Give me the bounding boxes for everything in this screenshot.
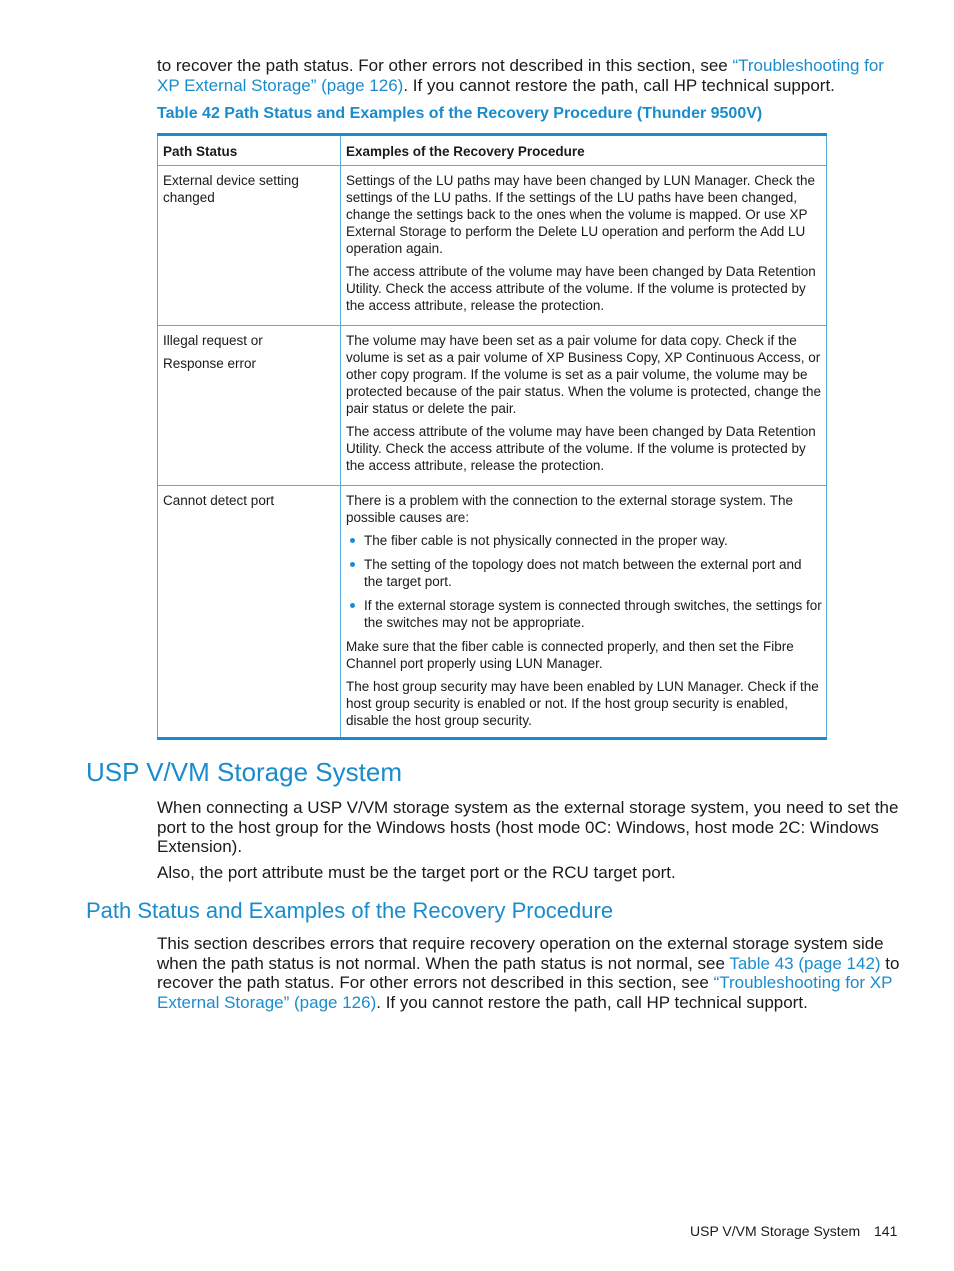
- intro-text-2: . If you cannot restore the path, call HP technical support.: [403, 75, 835, 95]
- recovery-paragraph: The access attribute of the volume may have been changed by Data Retention Utility. Check the access attribute of the volume. If the volume is protected by the access attribute, release the protection.: [346, 264, 816, 313]
- list-item: If the external storage system is connected through switches, the settings for the switches may not be appropriate.: [364, 598, 822, 630]
- table-row: [158, 166, 827, 326]
- intro-paragraph: [157, 56, 897, 95]
- path-status-text: Cannot detect port: [163, 493, 275, 508]
- troubleshooting-link[interactable]: “Troubleshooting for XP External Storage” (page 126): [157, 973, 893, 1012]
- troubleshooting-link[interactable]: “Troubleshooting for XP External Storage” (page 126): [157, 56, 884, 95]
- path-status-cell: [158, 166, 341, 326]
- table-caption: Table 42 Path Status and Examples of the Recovery Procedure (Thunder 9500V): [157, 105, 763, 122]
- path-status-text: Response error: [163, 356, 257, 371]
- subsection-text-1: This section describes errors that require recovery operation on the external storage system side when the path status is not normal. When the path status is not normal, see: [157, 934, 884, 973]
- column-header-recovery-procedure: Examples of the Recovery Procedure: [341, 135, 827, 166]
- subsection-text-2: to recover the path status. For other errors not described in this section, see: [157, 953, 900, 992]
- list-item: The fiber cable is not physically connected in the proper way.: [364, 532, 822, 549]
- path-status-text: Illegal request or: [163, 333, 263, 348]
- section-paragraph: When connecting a USP V/VM storage system as the external storage system, you need to set the port to the host group for the Windows hosts (host mode 0C: Windows, host mode 2C: Windows Extension).: [157, 798, 899, 856]
- path-status-text: External device setting changed: [163, 173, 299, 205]
- recovery-paragraph: There is a problem with the connection to the external storage system. The possible causes are:: [346, 493, 793, 525]
- path-status-table: [157, 133, 827, 740]
- column-header-path-status: Path Status: [158, 135, 341, 166]
- list-item: The setting of the topology does not match between the external port and the target port.: [364, 556, 822, 590]
- intro-text-1: to recover the path status. For other errors not described in this section, see: [157, 56, 733, 75]
- possible-causes-list: [346, 532, 822, 631]
- path-status-cell: [158, 326, 341, 486]
- page-number: 141: [874, 1223, 898, 1239]
- table-row: [158, 326, 827, 486]
- path-status-cell: [158, 486, 341, 739]
- subsection-text-3: . If you cannot restore the path, call HP technical support.: [376, 992, 808, 1012]
- footer-title: USP V/VM Storage System: [690, 1223, 861, 1239]
- recovery-procedure-cell: [341, 486, 827, 739]
- section-heading: USP V/VM Storage System: [86, 757, 402, 787]
- recovery-procedure-cell: [341, 326, 827, 486]
- subsection-paragraph: [157, 934, 902, 1012]
- recovery-procedure-cell: [341, 166, 827, 326]
- table-header-row: [158, 135, 827, 166]
- recovery-paragraph: Make sure that the fiber cable is connected properly, and then set the Fibre Channel port properly using LUN Manager.: [346, 639, 794, 671]
- table-row: [158, 486, 827, 739]
- table-43-link[interactable]: Table 43 (page 142): [729, 953, 881, 973]
- recovery-paragraph: Settings of the LU paths may have been changed by LUN Manager. Check the settings of the LU paths. If the settings of the LU paths have been changed, change the settings back to the ones when the volume is mapped. Or use XP External Storage to perform the Delete LU operation and perform the Add LU operation again.: [346, 173, 816, 256]
- recovery-paragraph: The host group security may have been enabled by LUN Manager. Check if the host group security is enabled or not. If the host group security is enabled, disable the host group security.: [346, 679, 819, 728]
- recovery-paragraph: The access attribute of the volume may have been changed by Data Retention Utility. Check the access attribute of the volume. If the volume is protected by the access attribute, release the protection.: [346, 424, 816, 473]
- recovery-paragraph: The volume may have been set as a pair volume for data copy. Check if the volume is set as a pair volume of XP Business Copy, XP Continuous Access, or other copy program. If the volume is set as a pair volume, the volume may be protected because of the pair status. When the volume is protected, change the pair status or delete the pair.: [346, 333, 822, 416]
- subsection-heading: Path Status and Examples of the Recovery Procedure: [86, 898, 614, 923]
- section-paragraph: Also, the port attribute must be the target port or the RCU target port.: [157, 863, 676, 882]
